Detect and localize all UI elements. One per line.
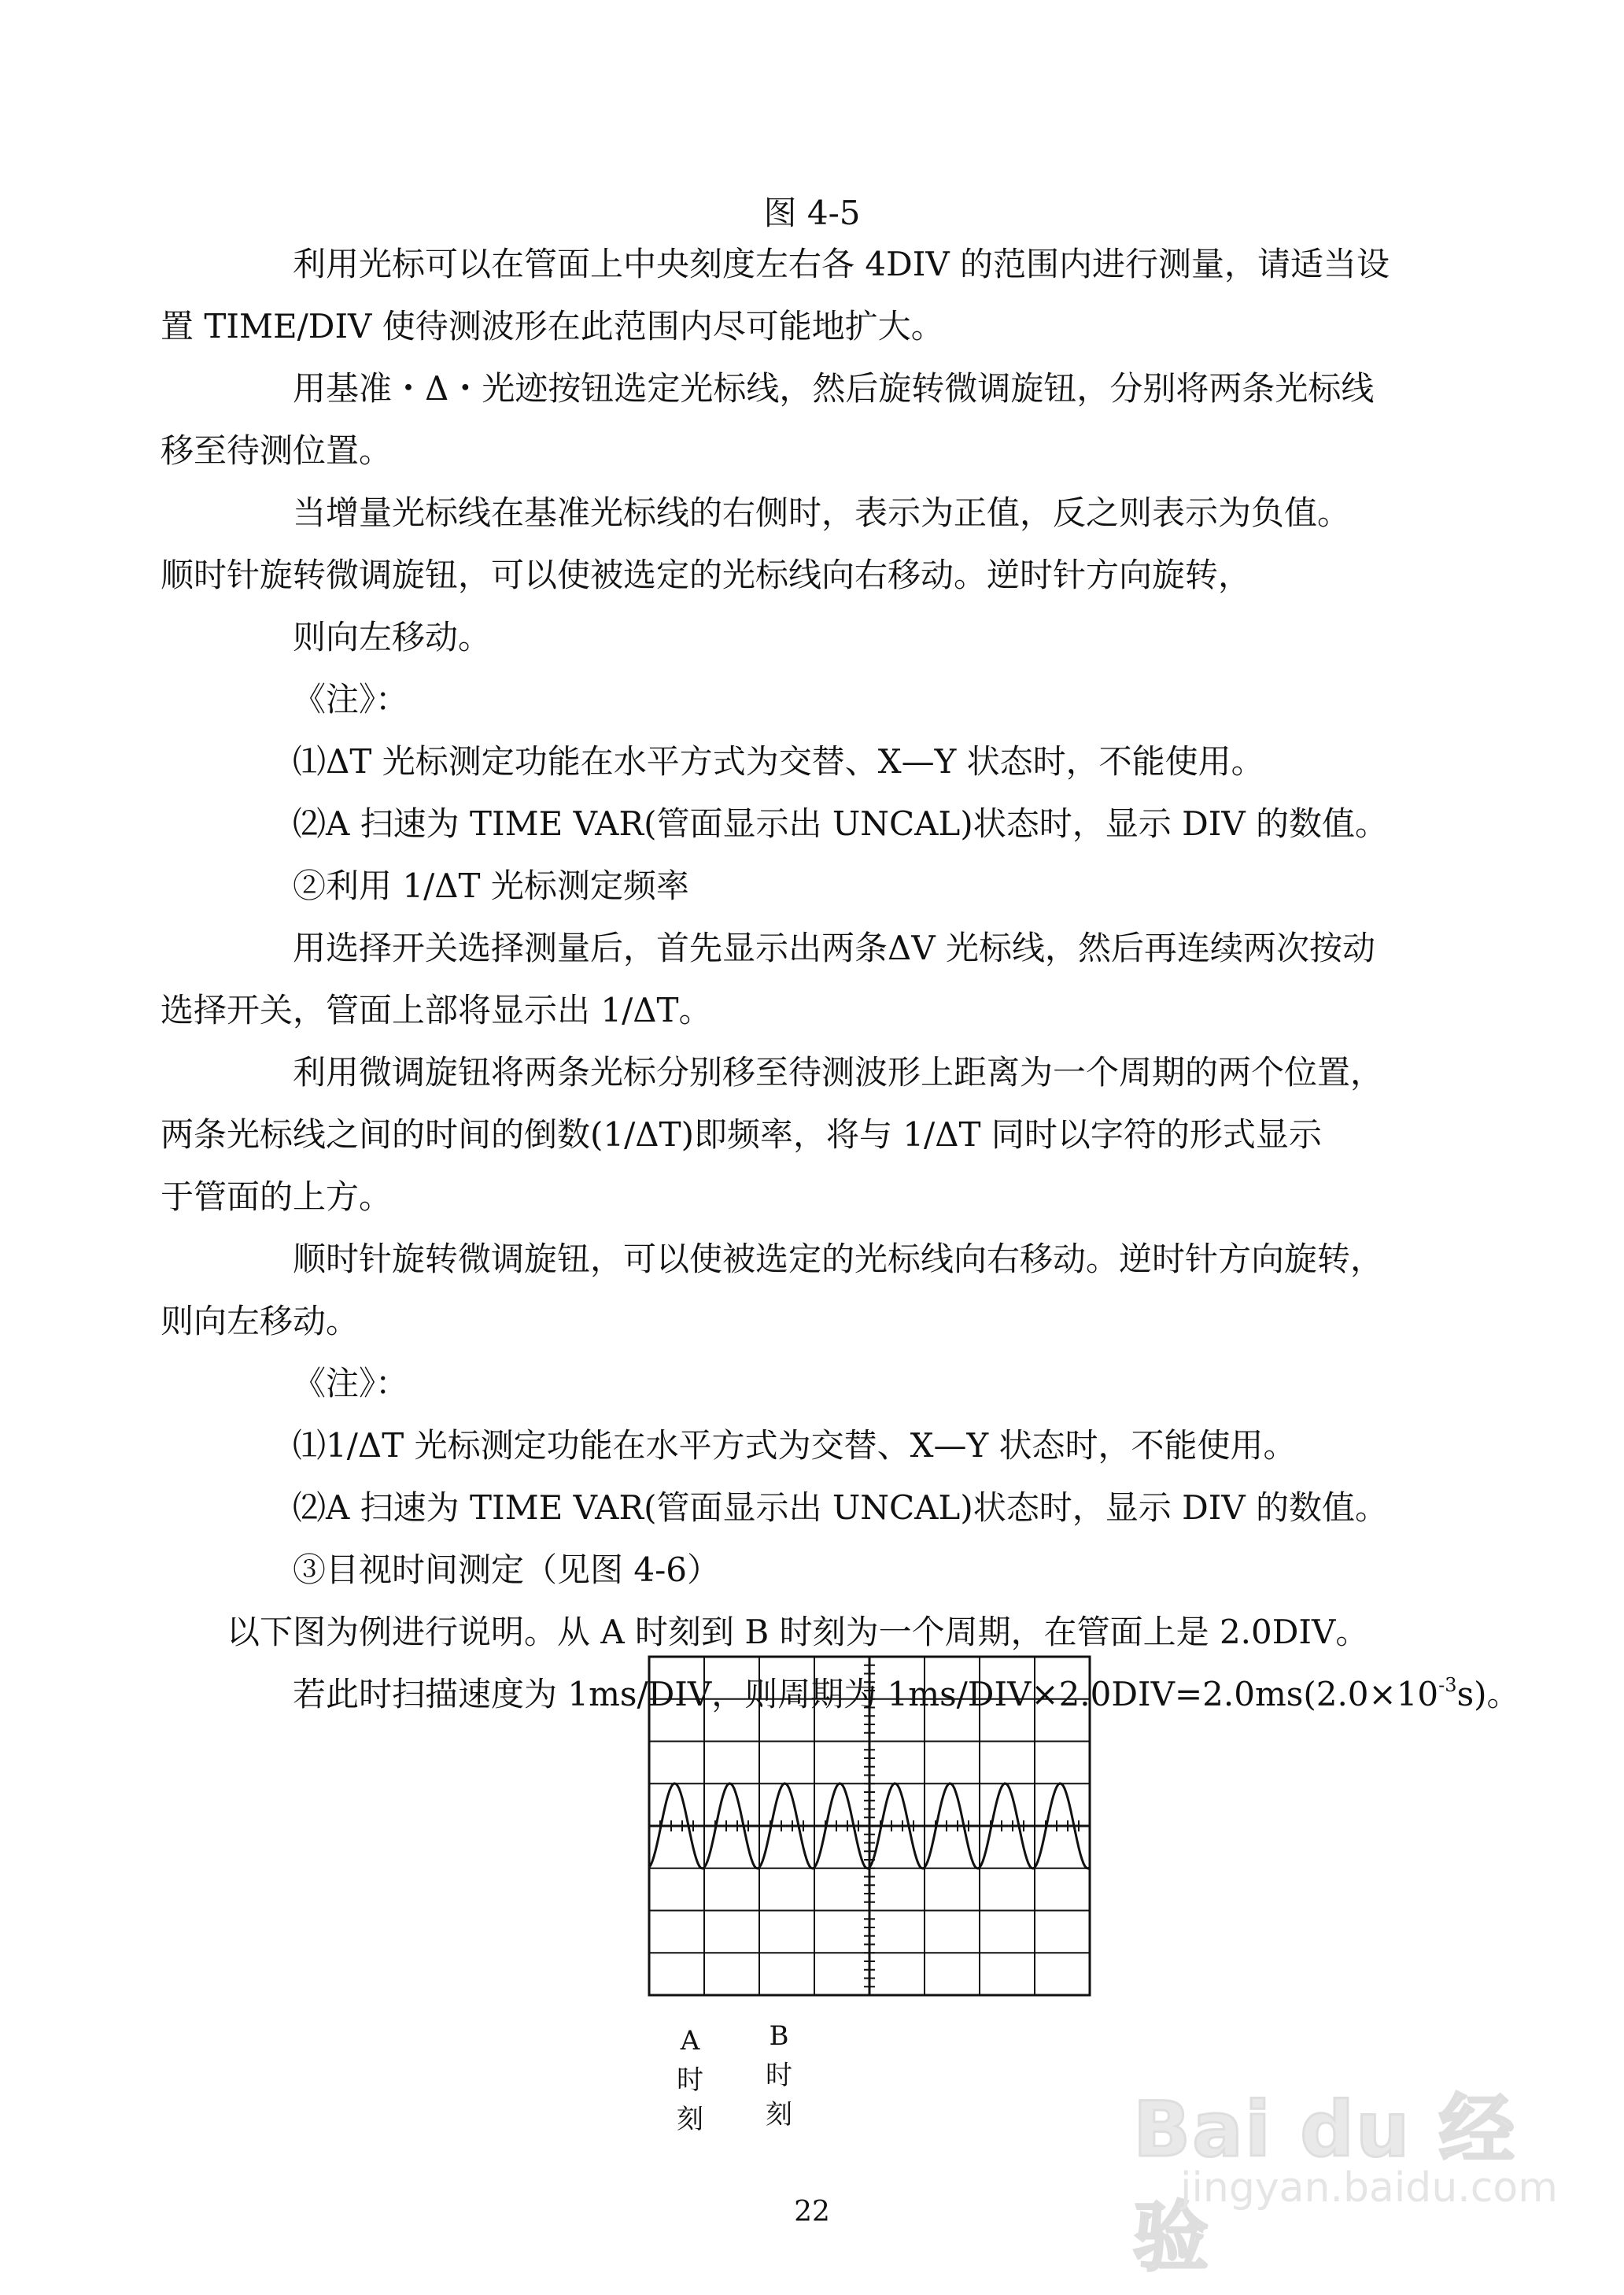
text-line: 顺时针旋转微调旋钮，可以使被选定的光标线向右移动。逆时针方向旋转， xyxy=(161,556,1252,594)
text-line: 选择开关，管面上部将显示出 1/ΔT。 xyxy=(161,991,712,1029)
text-line: 《注》： xyxy=(293,1364,409,1402)
text-line: 则向左移动。 xyxy=(161,1302,360,1340)
page-number: 22 xyxy=(794,2196,830,2228)
section-heading xyxy=(227,1539,1548,1601)
text-line: 于管面的上方。 xyxy=(161,1177,393,1216)
calc-text: 若此时扫描速度为 1ms/DIV，则周期为 1ms/DIV×2.0DIV=2.0ms(2.0×10 xyxy=(293,1675,1439,1713)
text-line: 两条光标线之间的时间的倒数(1/ΔT)即频率，将与 1/ΔT 同时以字符的形式显示 xyxy=(161,1115,1322,1154)
baidu-watermark xyxy=(1133,2070,1589,2282)
figure-caption: 图 4-5 xyxy=(763,194,861,232)
text-line: ⑴1/ΔT 光标测定功能在水平方式为交替、X—Y 状态时，不能使用。 xyxy=(293,1426,1297,1465)
calc-unit: s)。 xyxy=(1456,1675,1520,1713)
note-item xyxy=(227,1476,1548,1539)
text-line: 则向左移动。 xyxy=(293,618,492,656)
text-line: 置 TIME/DIV 使待测波形在此范围内尽可能地扩大。 xyxy=(161,307,944,346)
text-line: ②利用 1/ΔT 光标测定频率 xyxy=(293,867,689,905)
text-line: ③目视时间测定（见图 4-6） xyxy=(293,1550,720,1589)
paragraph-sign-convention xyxy=(161,482,1548,606)
watermark-url: jingyan.baidu.com xyxy=(1180,2164,1558,2212)
paragraph-select-cursor xyxy=(161,357,1548,482)
text-line: ⑵A 扫速为 TIME VAR(管面显示出 UNCAL)状态时，显示 DIV 的数值。 xyxy=(293,804,1389,843)
note-item xyxy=(227,730,1548,793)
text-line: ⑴ΔT 光标测定功能在水平方式为交替、X—Y 状态时，不能使用。 xyxy=(293,742,1264,781)
body-text xyxy=(161,233,1548,1725)
section-heading xyxy=(227,855,1548,917)
text-line: 以下图为例进行说明。从 A 时刻到 B 时刻为一个周期，在管面上是 2.0DIV。 xyxy=(227,1613,1369,1651)
text-line: 《注》： xyxy=(293,680,409,719)
text-line: 利用光标可以在管面上中央刻度左右各 4DIV 的范围内进行测量，请适当设 xyxy=(293,245,1390,283)
text-line: 用基准・Δ・光迹按钮选定光标线，然后旋转微调旋钮，分别将两条光标线 xyxy=(293,369,1375,408)
text-line: 利用微调旋钮将两条光标分别移至待测波形上距离为一个周期的两个位置， xyxy=(293,1053,1384,1092)
marker-b-label xyxy=(755,2016,803,2134)
oscilloscope-figure xyxy=(645,1653,1094,2135)
note-heading xyxy=(227,1352,1548,1414)
text-line: 当增量光标线在基准光标线的右侧时，表示为正值，反之则表示为负值。 xyxy=(293,493,1351,532)
oscilloscope-screen xyxy=(645,1653,1094,1999)
marker-a-label xyxy=(666,2021,714,2139)
calc-exponent: -3 xyxy=(1438,1674,1457,1696)
marker-a-text: A 时 刻 xyxy=(677,2025,703,2135)
paragraph-cursor-range xyxy=(161,233,1548,357)
note-item xyxy=(227,1414,1548,1476)
text-line: ⑵A 扫速为 TIME VAR(管面显示出 UNCAL)状态时，显示 DIV 的数值。 xyxy=(293,1488,1389,1527)
text-line: 顺时针旋转微调旋钮，可以使被选定的光标线向右移动。逆时针方向旋转， xyxy=(293,1240,1384,1278)
marker-b-text: B 时 刻 xyxy=(766,2020,792,2131)
paragraph-rotate xyxy=(161,1228,1548,1352)
note-item xyxy=(227,793,1548,855)
paragraph-select-switch xyxy=(161,917,1548,1041)
text-line: 移至待测位置。 xyxy=(161,431,393,470)
paragraph-frequency xyxy=(161,1041,1548,1228)
paragraph-move-left xyxy=(227,606,1548,668)
watermark-logo: Bai du 经验 xyxy=(1133,2086,1516,2282)
note-heading xyxy=(227,668,1548,730)
text-line: 用选择开关选择测量后，首先显示出两条ΔV 光标线，然后再连续两次按动 xyxy=(293,929,1376,967)
